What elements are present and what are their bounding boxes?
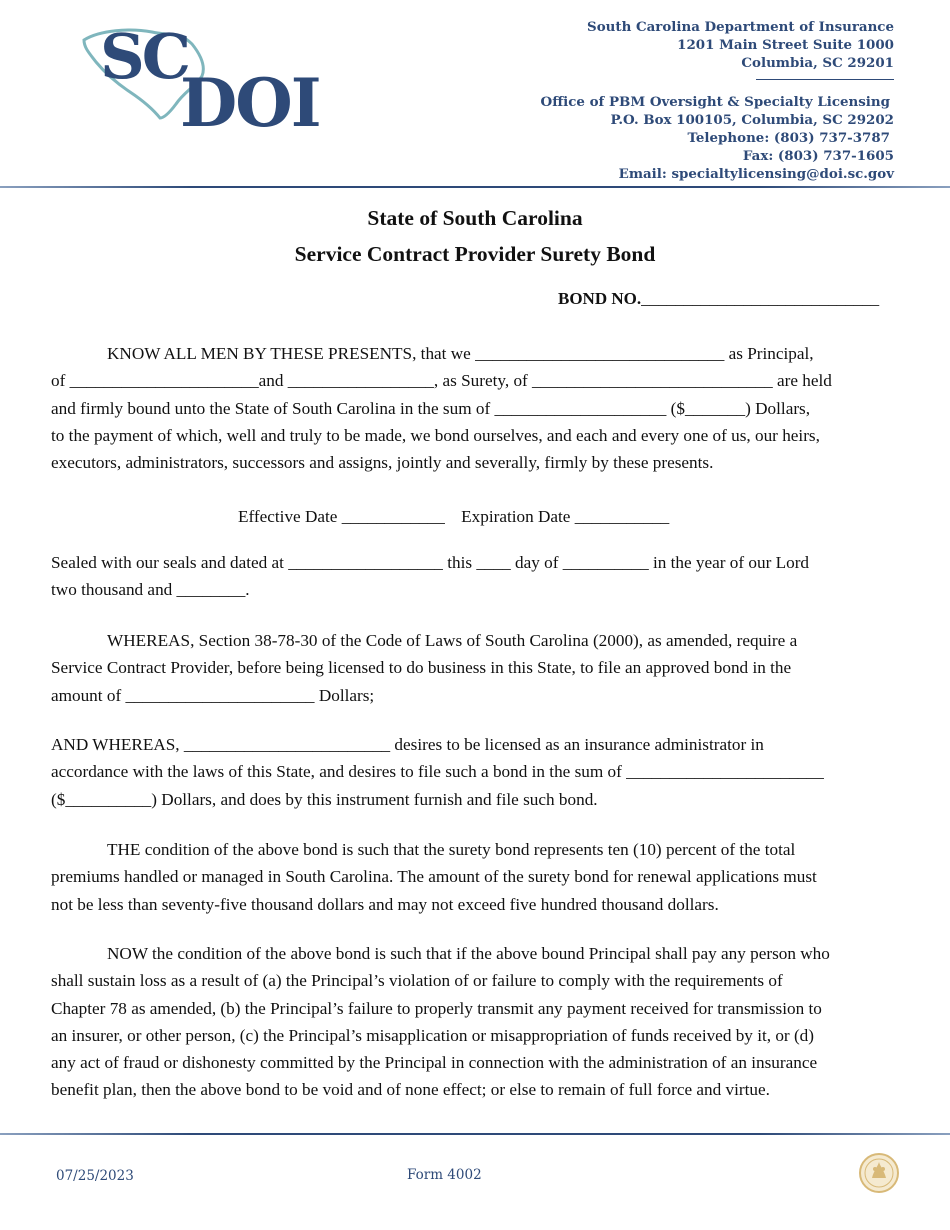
text-line: amount of ______________________ Dollars; (51, 685, 375, 705)
text-line: and firmly bound unto the State of South Carolina in the sum of ____________________ ($_______) Dollars, (51, 398, 811, 418)
city-address: Columbia, SC 29201 (741, 55, 894, 71)
dept-name: South Carolina Department of Insurance (587, 19, 894, 35)
telephone: Telephone: (803) 737-3787 (687, 130, 890, 146)
text-line: AND WHEREAS, ________________________ desires to be licensed as an insurance administrator in (51, 735, 764, 754)
text-line: KNOW ALL MEN BY THESE PRESENTS, that we _____________________________ as Principal, (107, 344, 814, 363)
email: Email: specialtylicensing@doi.sc.gov (618, 166, 894, 182)
bond-number-blank: ____________________________ (641, 289, 880, 308)
bond-number (558, 289, 879, 309)
date-fields (238, 503, 669, 530)
text-line: NOW the condition of the above bond is such that if the above bound Principal shall pay any person who (107, 944, 830, 963)
text-line: two thousand and ________. (51, 580, 250, 600)
footer-form-number: Form 4002 (407, 1167, 482, 1183)
text-line: of ______________________and _________________, as Surety, of ____________________________ are held (51, 371, 832, 391)
text-line: Chapter 78 as amended, (b) the Principal’s failure to properly transmit any payment received for transmission to (51, 998, 822, 1018)
contact-divider (756, 73, 894, 80)
text-line: accordance with the laws of this State, and desires to file such a bond in the sum of _______________________ (51, 762, 824, 782)
text-line: to the payment of which, well and truly to be made, we bond ourselves, and each and every one of us, our heirs, (51, 425, 820, 445)
expiration-date: Expiration Date ___________ (461, 507, 670, 526)
paragraph-and-whereas (51, 731, 899, 813)
paragraph-whereas (51, 627, 899, 709)
effective-date: Effective Date ____________ (238, 507, 445, 526)
footer-divider (0, 1133, 950, 1135)
header-divider (0, 186, 950, 188)
paragraph-sealed (51, 549, 899, 604)
po-box: P.O. Box 100105, Columbia, SC 29202 (610, 112, 894, 128)
paragraph-now-condition (51, 940, 899, 1104)
text-line: THE condition of the above bond is such that the surety bond represents ten (10) percent of the total (107, 840, 796, 859)
footer-date: 07/25/2023 (56, 1168, 134, 1184)
form-subtitle: Service Contract Provider Surety Bond (294, 242, 656, 266)
office-name: Office of PBM Oversight & Specialty Licensing (540, 94, 890, 110)
bond-number-label: BOND NO. (558, 289, 642, 308)
logo-doi-text: DOI (180, 64, 320, 142)
date-line (238, 503, 669, 530)
logo-sc-text: SC (100, 20, 189, 93)
fax: Fax: (803) 737-1605 (742, 148, 894, 164)
text-line: shall sustain loss as a result of (a) the Principal’s violation of or failure to comply with the requirements of (51, 971, 783, 991)
text-line: benefit plan, then the above bond to be void and of none effect; or else to remain of full force and virtue. (51, 1080, 770, 1100)
street-address: 1201 Main Street Suite 1000 (677, 37, 894, 53)
text-line: premiums handled or managed in South Carolina. The amount of the surety bond for renewal applications must (51, 867, 817, 887)
form-title: State of South Carolina (367, 206, 583, 230)
contact-block (541, 18, 894, 183)
text-line: ($__________) Dollars, and does by this instrument furnish and file such bond. (51, 789, 598, 809)
text-line: an insurer, or other person, (c) the Principal’s misapplication or misappropriation of funds received by it, or (d) (51, 1025, 814, 1045)
text-line: not be less than seventy-five thousand dollars and may not exceed five hundred thousand dollars. (51, 894, 719, 914)
text-line: WHEREAS, Section 38-78-30 of the Code of Laws of South Carolina (2000), as amended, require a (107, 631, 798, 650)
text-line: any act of fraud or dishonesty committed by the Principal in connection with the administration of an insurance (51, 1053, 818, 1073)
state-seal-icon (858, 1152, 900, 1194)
text-line: Service Contract Provider, before being licensed to do business in this State, to file an approved bond in the (51, 658, 792, 678)
text-line: executors, administrators, successors and assigns, jointly and severally, firmly by these presents. (51, 453, 714, 473)
text-line: Sealed with our seals and dated at __________________ this ____ day of __________ in the year of our Lord (51, 553, 810, 572)
paragraph-condition (51, 836, 899, 918)
scdoi-logo (80, 20, 330, 142)
paragraph-know-all-men (51, 340, 899, 476)
